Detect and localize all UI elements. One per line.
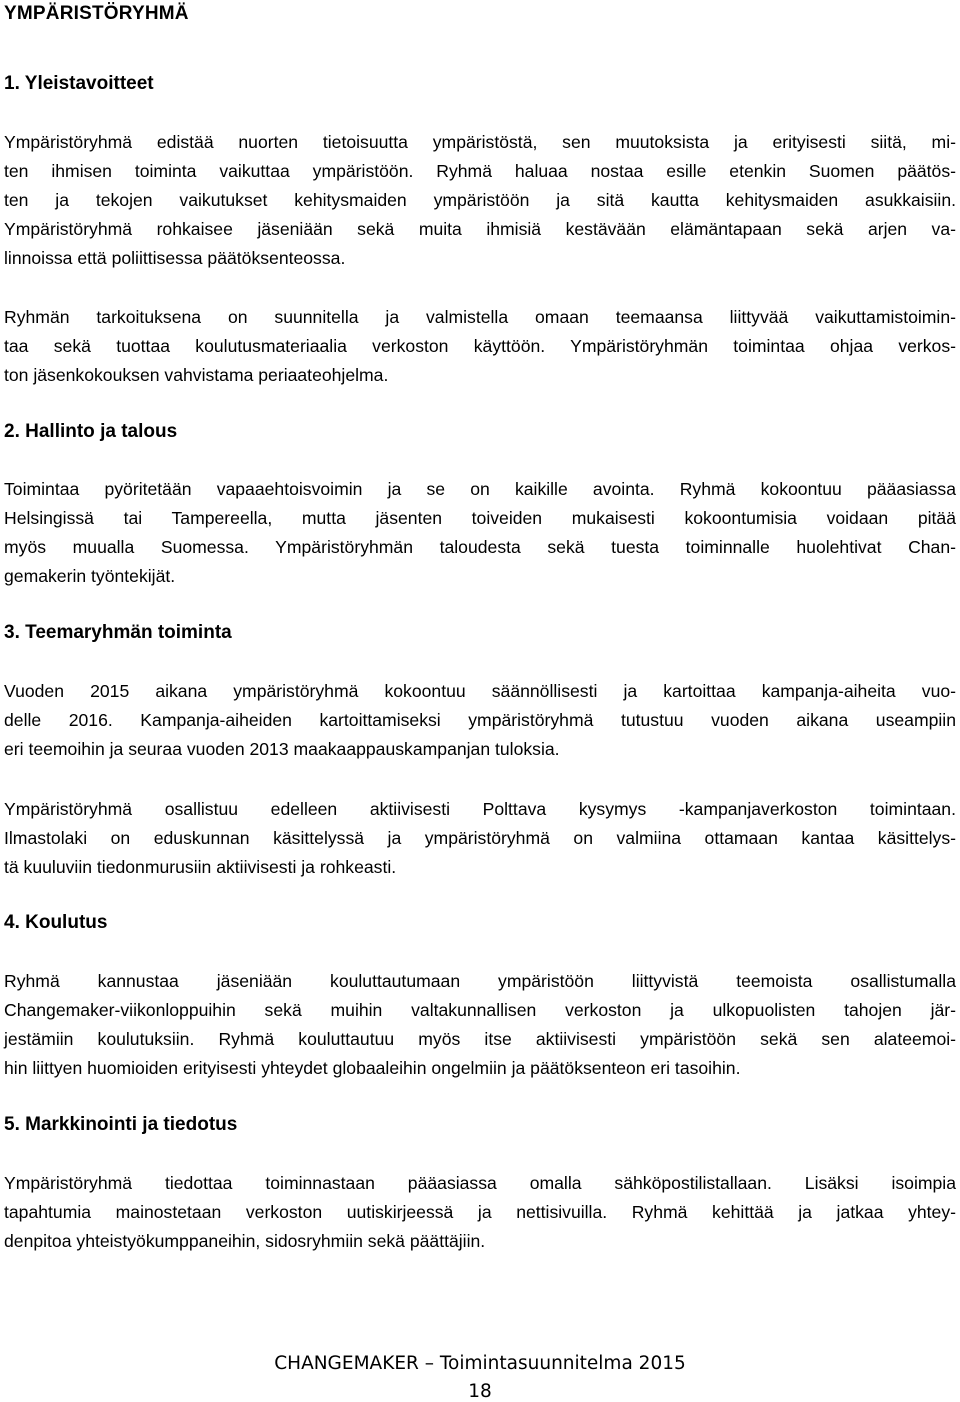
section-1-paragraph-1: [4, 128, 956, 273]
text-line: myös muualla Suomessa. Ympäristöryhmän taloudesta sekä tuesta toiminnalle huolehtivat Chan-: [4, 537, 956, 557]
text-line: Ympäristöryhmä rohkaisee jäseniään sekä muita ihmisiä kestävään elämäntapaan sekä arjen va-: [4, 219, 956, 239]
text-line: Vuoden 2015 aikana ympäristöryhmä kokoontuu säännöllisesti ja kartoittaa kampanja-aiheita vuo-: [4, 681, 956, 701]
page-footer: CHANGEMAKER – Toimintasuunnitelma 2015: [274, 1353, 686, 1374]
text-line: tä kuuluviin tiedonmurusiin aktiivisesti ja rohkeasti.: [4, 857, 397, 877]
text-line: jestämiin koulutuksiin. Ryhmä kouluttautuu myös itse aktiivisesti ympäristöön sekä sen alateemoi-: [4, 1029, 956, 1049]
text-line: hin liittyen huomioiden erityisesti yhteydet globaaleihin ongelmiin ja päätöksenteon eri tasoihin.: [4, 1058, 741, 1078]
text-line: ten ihmisen toiminta vaikuttaa ympäristöön. Ryhmä haluaa nostaa esille etenkin Suomen päätös-: [4, 161, 956, 181]
text-line: Ympäristöryhmä edistää nuorten tietoisuutta ympäristöstä, sen muutoksista ja erityisesti siitä, mi-: [4, 132, 956, 152]
section-1-paragraph-2: [4, 303, 956, 390]
text-line: Ryhmä kannustaa jäseniään kouluttautumaan ympäristöön liittyvistä teemoista osallistumalla: [4, 971, 956, 991]
text-line: ten ja tekojen vaikutukset kehitysmaiden ympäristöön ja sitä kautta kehitysmaiden asukkaisiin.: [4, 190, 956, 210]
section-2-paragraph-1: [4, 475, 956, 591]
text-line: linnoissa että poliittisessa päätöksenteossa.: [4, 248, 346, 268]
text-line: Ympäristöryhmä tiedottaa toiminnastaan pääasiassa omalla sähköpostilistallaan. Lisäksi isoimpia: [4, 1173, 956, 1193]
text-line: denpitoa yhteistyökumppaneihin, sidosryhmiin sekä päättäjiin.: [4, 1231, 486, 1251]
text-line: delle 2016. Kampanja-aiheiden kartoittamiseksi ympäristöryhmä tutustuu vuoden aikana useampiin: [4, 710, 956, 730]
section-heading-1: 1. Yleistavoitteet: [4, 73, 154, 94]
text-line: gemakerin työntekijät.: [4, 566, 176, 586]
page-number: 18: [468, 1381, 492, 1402]
section-5-paragraph-1: [4, 1169, 956, 1256]
section-heading-2: 2. Hallinto ja talous: [4, 421, 178, 442]
section-3-paragraph-1: [4, 677, 956, 764]
text-line: Ilmastolaki on eduskunnan käsittelyssä ja ympäristöryhmä on valmiina ottamaan kantaa käsittelys-: [4, 828, 956, 848]
text-line: Toimintaa pyöritetään vapaaehtoisvoimin ja se on kaikille avointa. Ryhmä kokoontuu pääasiassa: [4, 479, 956, 499]
text-line: eri teemoihin ja seuraa vuoden 2013 maakaappauskampanjan tuloksia.: [4, 739, 560, 759]
section-heading-4: 4. Koulutus: [4, 912, 108, 933]
text-line: tapahtumia mainostetaan verkoston uutiskirjeessä ja nettisivuilla. Ryhmä kehittää ja jatkaa yhtey-: [4, 1202, 956, 1222]
text-line: Ryhmän tarkoituksena on suunnitella ja valmistella omaan teemaansa liittyvää vaikuttamistoimin-: [4, 307, 956, 327]
section-3-paragraph-2: [4, 795, 956, 882]
text-line: ton jäsenkokouksen vahvistama periaateohjelma.: [4, 365, 389, 385]
document-title: YMPÄRISTÖRYHMÄ: [4, 3, 189, 24]
section-heading-5: 5. Markkinointi ja tiedotus: [4, 1114, 238, 1135]
text-line: taa sekä tuottaa koulutusmateriaalia verkoston käyttöön. Ympäristöryhmän toimintaa ohjaa verkos-: [4, 336, 956, 356]
text-line: Helsingissä tai Tampereella, mutta jäsenten toiveiden mukaisesti kokoontumisia voidaan pitää: [4, 508, 956, 528]
section-4-paragraph-1: [4, 967, 956, 1083]
text-line: Changemaker-viikonloppuihin sekä muihin valtakunnallisen verkoston ja ulkopuolisten tahojen jär-: [4, 1000, 956, 1020]
text-line: Ympäristöryhmä osallistuu edelleen aktiivisesti Polttava kysymys -kampanjaverkoston toimintaan.: [4, 799, 956, 819]
section-heading-3: 3. Teemaryhmän toiminta: [4, 622, 232, 643]
